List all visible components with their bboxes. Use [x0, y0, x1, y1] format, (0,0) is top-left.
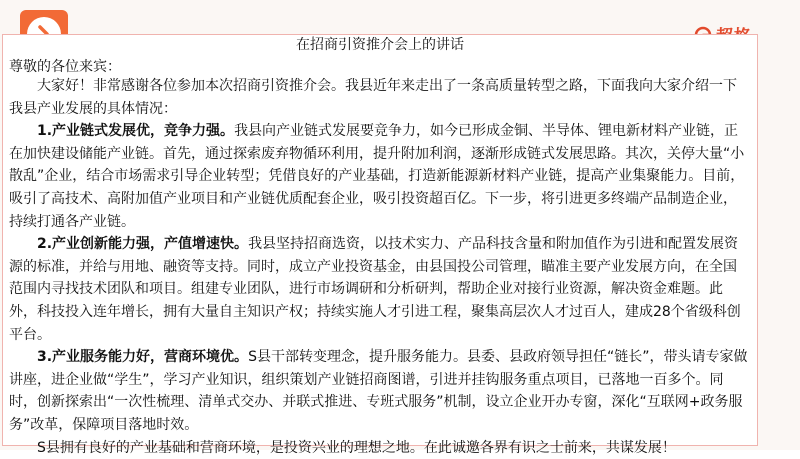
paragraph-text: 我县坚持招商选资，以技术实力、产品科技含量和附加值作为引进和配置发展资源的标准，并给与用地、融资等支持。同时，成立产业投资基金，由县国投公司管理，瞄准主要产业发展方向，在全国范围内寻找技术团队和项目。组建专业团队，进行市场调研和分析研判，帮助企业对接行业资源，解决资金难题。此外，科技投入连年增长，拥有大量自主知识产权；持续实施人才引进工程，聚集高层次人才过百人，建成28个省级科创平台。	[9, 236, 741, 342]
paragraph-heading: 2.产业创新能力强，产值增速快。	[37, 236, 248, 252]
paragraph-heading: 1.产业链式发展优，竞争力强。	[37, 123, 234, 139]
paragraph-text: S县干部转变理念，提升服务能力。县委、县政府领导担任“链长”，带头请专家做讲座，进企业做“学生”，学习产业知识，组织策划产业链招商图谱，引进并挂钩服务重点项目，已落地一百多个。同时，创新探索出“一次性梳理、清单式交办、并联式推进、专班式服务”机制，设立企业开办专窗，深化“互联网+政务服务”改革，保障项目落地时效。	[9, 349, 747, 433]
paragraph-heading: 3.产业服务能力好，营商环境优。	[37, 349, 248, 365]
paragraph-text: 我县向产业链式发展要竞争力，如今已形成金铜、半导体、锂电新材料产业链，正在加快建设储能产业链。首先，通过探索废弃物循环利用，提升附加利润，逐渐形成链式发展思路。其次，关停大量“小散乱”企业，结合市场需求引导企业转型；凭借良好的产业基础，打造新能源新材料产业链，提高产业集聚能力。目前，吸引了高技术、高附加值产业项目和产业链优质配套企业，吸引投资超百亿。下一步，将引进更多终端产品制造企业，持续打通各产业链。	[9, 123, 744, 229]
paragraph-service	[9, 346, 749, 436]
greeting: 尊敬的各位来宾：	[9, 57, 121, 77]
speech-body	[9, 75, 749, 459]
paragraph-industry-chain	[9, 120, 749, 233]
paragraph-text: 大家好！非常感谢各位参加本次招商引资推介会。我县近年来走出了一条高质量转型之路，下面我向大家介绍一下我县产业发展的具体情况：	[9, 78, 737, 117]
document-panel	[2, 34, 758, 446]
paragraph-innovation	[9, 233, 749, 346]
paragraph-closing	[9, 437, 749, 459]
paragraph-intro	[9, 75, 749, 120]
page-title: 在招商引资推介会上的讲话	[3, 35, 757, 55]
paragraph-text: S县拥有良好的产业基础和营商环境，是投资兴业的理想之地。在此诚邀各界有识之士前来，共谋发展！	[37, 440, 676, 456]
